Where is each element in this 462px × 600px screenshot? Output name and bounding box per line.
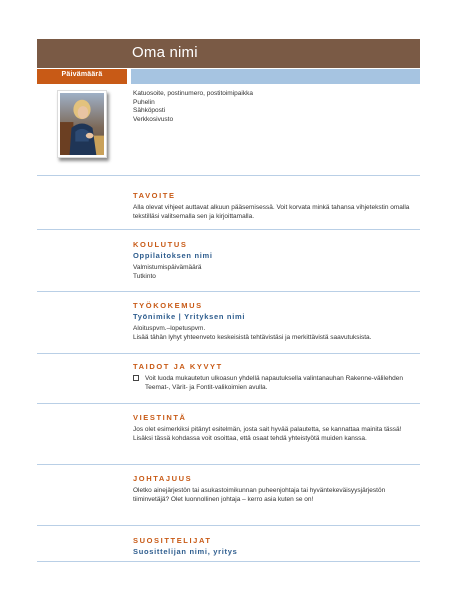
- section-divider: [37, 561, 420, 562]
- phone-line[interactable]: Puhelin: [133, 98, 155, 106]
- skills-section: [133, 362, 420, 392]
- section-divider: [37, 175, 420, 176]
- school-name[interactable]: Oppilaitoksen nimi: [133, 251, 213, 260]
- accent-band: [131, 69, 420, 84]
- profile-photo[interactable]: [57, 90, 107, 158]
- section-divider: [37, 464, 420, 465]
- section-divider: [37, 229, 420, 230]
- contact-info: [133, 90, 253, 124]
- section-divider: [37, 291, 420, 292]
- references-heading[interactable]: SUOSITTELIJAT: [133, 536, 212, 545]
- person-name[interactable]: Oma nimi: [132, 44, 198, 61]
- skills-heading[interactable]: TAIDOT JA KYVYT: [133, 362, 223, 371]
- reference-name[interactable]: Suosittelijan nimi, yritys: [133, 547, 238, 556]
- employment-dates[interactable]: Aloituspvm.–lopetuspvm.: [133, 325, 206, 332]
- section-divider: [37, 353, 420, 354]
- skills-text[interactable]: Voit luoda mukautetun ulkoasun yhdellä napautuksella valintanauhan Rakenne-välilehden Teemat-, Värit- ja Fontit-valikoimien avulla.: [145, 375, 404, 391]
- name-banner: [37, 39, 420, 68]
- date-tab: [37, 69, 127, 84]
- experience-summary[interactable]: Lisää tähän lyhyt yhteenveto keskeisistä tehtävistäsi ja merkittävistä saavutuksista.: [133, 334, 372, 341]
- experience-heading[interactable]: TYÖKOKEMUS: [133, 301, 203, 310]
- communication-heading[interactable]: VIESTINTÄ: [133, 413, 187, 422]
- job-title-company[interactable]: Työnimike | Yrityksen nimi: [133, 312, 246, 321]
- leadership-text[interactable]: Oletko ainejärjestön tai asukastoimikunnan puheenjohtaja tai hyväntekeväisyysjärjestön tiiminvetäjä? Olet luonnollinen johtaja – kerro asia kuten se on!: [133, 487, 386, 503]
- education-heading[interactable]: KOULUTUS: [133, 240, 188, 249]
- communication-text[interactable]: Jos olet esimerkiksi pitänyt esitelmän, josta sait hyvää palautetta, se kannattaa mainita tässä! Lisäksi tässä kohdassa voit osoittaa, että osaat tehdä yhteistyötä muiden kanssa.: [133, 426, 402, 442]
- objective-heading[interactable]: TAVOITE: [133, 191, 176, 200]
- degree[interactable]: Tutkinto: [133, 273, 156, 280]
- email-line[interactable]: Sähköposti: [133, 107, 166, 114]
- graduation-date[interactable]: Valmistumispäivämäärä: [133, 264, 202, 271]
- experience-section: [133, 301, 420, 342]
- leadership-section: [133, 474, 420, 504]
- skills-item: [133, 374, 420, 392]
- date-label[interactable]: Päivämäärä: [61, 71, 103, 78]
- section-divider: [37, 525, 420, 526]
- education-section: [133, 240, 420, 281]
- address-line[interactable]: Katuosoite, postinumero, postitoimipaikka: [133, 90, 253, 97]
- communication-section: [133, 413, 420, 443]
- website-line[interactable]: Verkkosivusto: [133, 115, 174, 123]
- person-photo-image: [60, 93, 104, 155]
- section-divider: [37, 403, 420, 404]
- leadership-heading[interactable]: JOHTAJUUS: [133, 474, 193, 483]
- checkbox-icon[interactable]: [133, 375, 139, 381]
- objective-text[interactable]: Alla olevat vihjeet auttavat alkuun pääsemisessä. Voit korvata minkä tahansa vihjetekstin omalla tekstilläsi valitsemalla sen ja kirjoittamalla.: [133, 204, 410, 220]
- references-section: [133, 536, 420, 556]
- objective-section: [133, 191, 420, 221]
